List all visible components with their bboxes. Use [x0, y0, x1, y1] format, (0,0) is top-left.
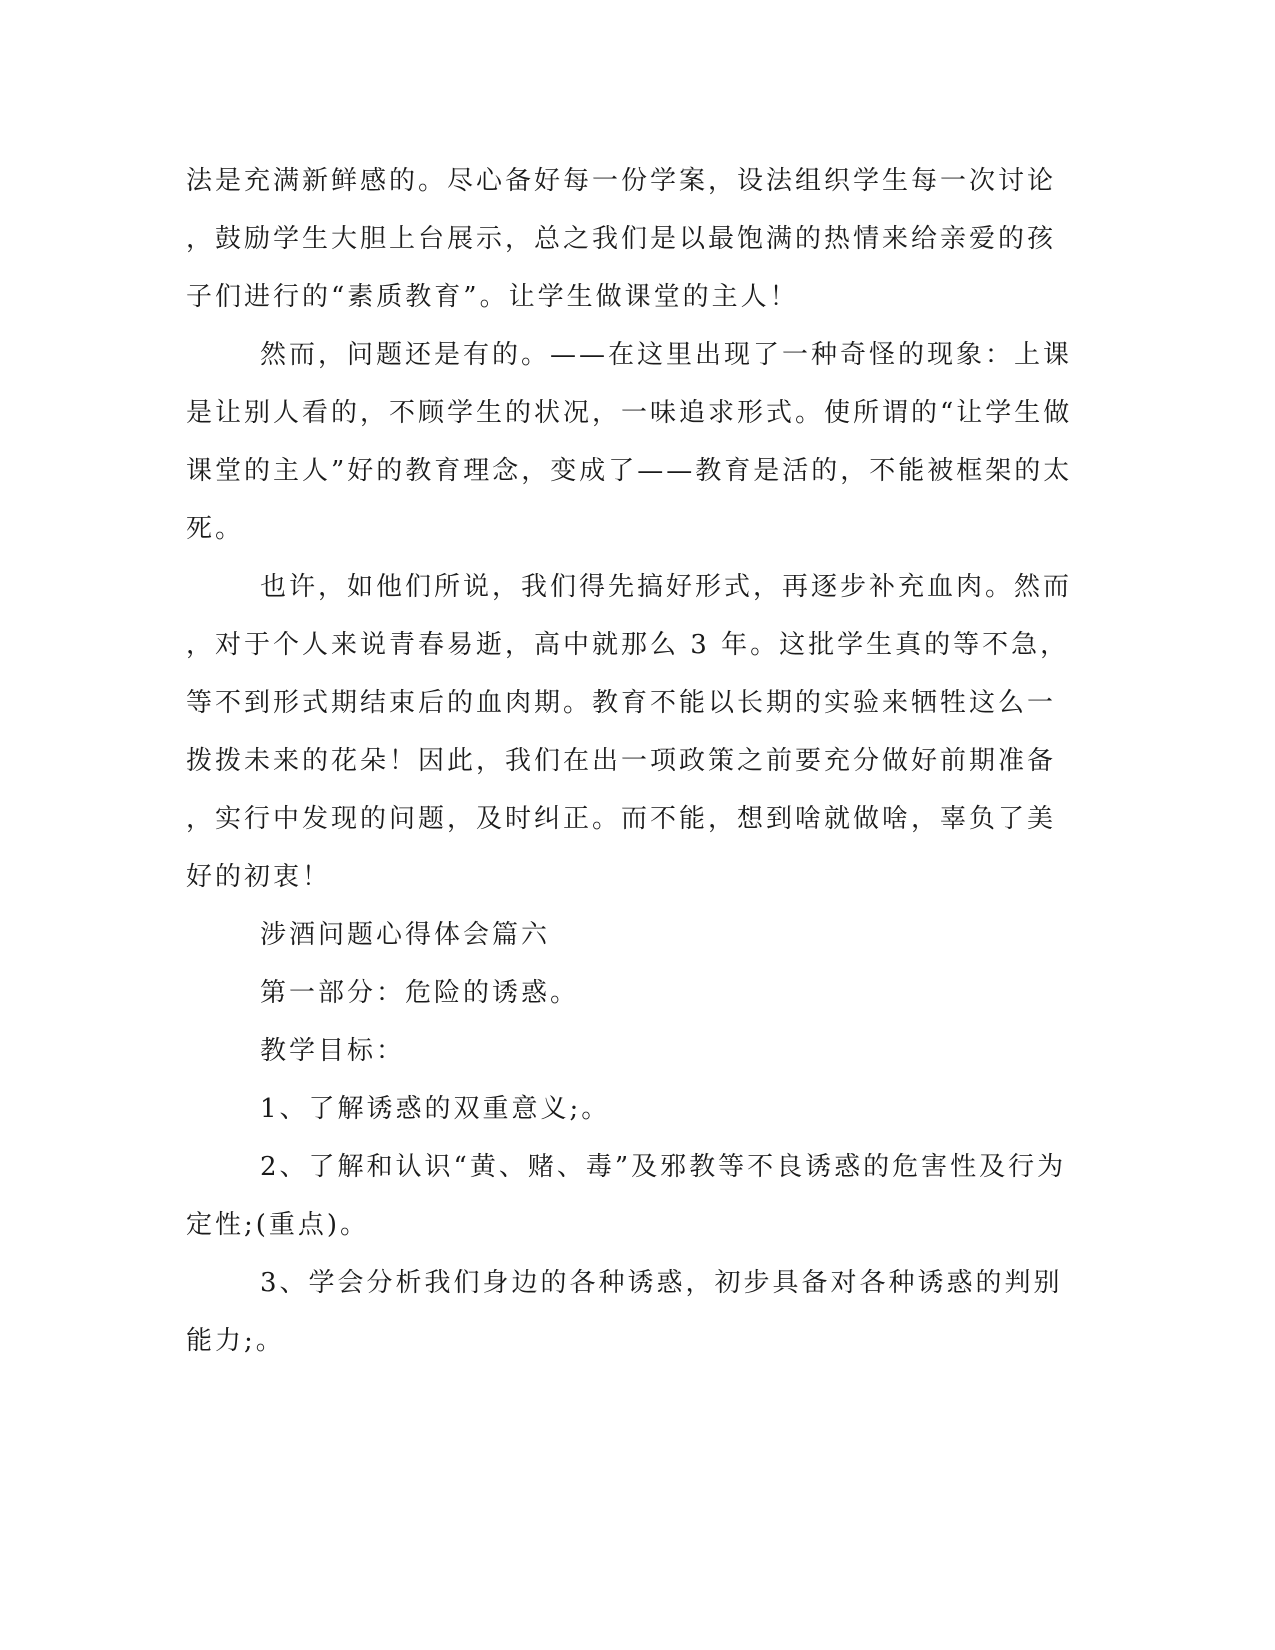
text-line: 也许，如他们所说，我们得先搞好形式，再逐步补充血肉。然而 [260, 572, 1073, 602]
objective-item: 3、学会分析我们身边的各种诱惑，初步具备对各种诱惑的判别 [260, 1268, 1063, 1298]
text-line: 拨拨未来的花朵！因此，我们在出一项政策之前要充分做好前期准备 [186, 746, 1057, 776]
text-line: 然而，问题还是有的。——在这里出现了一种奇怪的现象：上课 [260, 340, 1073, 370]
text-line: 能力;。 [186, 1326, 285, 1356]
text-line: ，实行中发现的问题，及时纠正。而不能，想到啥就做啥，辜负了美 [186, 804, 1057, 834]
text-line: 法是充满新鲜感的。尽心备好每一份学案，设法组织学生每一次讨论 [186, 166, 1057, 196]
text-line: 是让别人看的，不顾学生的状况，一味追求形式。使所谓的“让学生做 [186, 398, 1073, 428]
objective-item: 1、了解诱惑的双重意义;。 [260, 1094, 611, 1124]
text-line: 课堂的主人”好的教育理念，变成了——教育是活的，不能被框架的太 [186, 456, 1073, 486]
objective-item: 2、了解和认识“黄、赌、毒”及邪教等不良诱惑的危害性及行为 [260, 1152, 1067, 1182]
text-line: ，鼓励学生大胆上台展示，总之我们是以最饱满的热情来给亲爱的孩 [186, 224, 1057, 254]
text-line: 死。 [186, 514, 245, 544]
objectives-label: 教学目标： [260, 1036, 406, 1066]
text-line: 等不到形式期结束后的血肉期。教育不能以长期的实验来牺牲这么一 [186, 688, 1057, 718]
text-line: 定性;(重点)。 [186, 1210, 370, 1240]
text-line: 好的初衷！ [186, 862, 332, 892]
section-heading: 涉酒问题心得体会篇六 [260, 920, 551, 950]
text-line: ，对于个人来说青春易逝，高中就那么 3 年。这批学生真的等不急， [186, 630, 1070, 660]
subsection-heading: 第一部分：危险的诱惑。 [260, 978, 580, 1008]
text-line: 子们进行的“素质教育”。让学生做课堂的主人！ [186, 282, 799, 312]
